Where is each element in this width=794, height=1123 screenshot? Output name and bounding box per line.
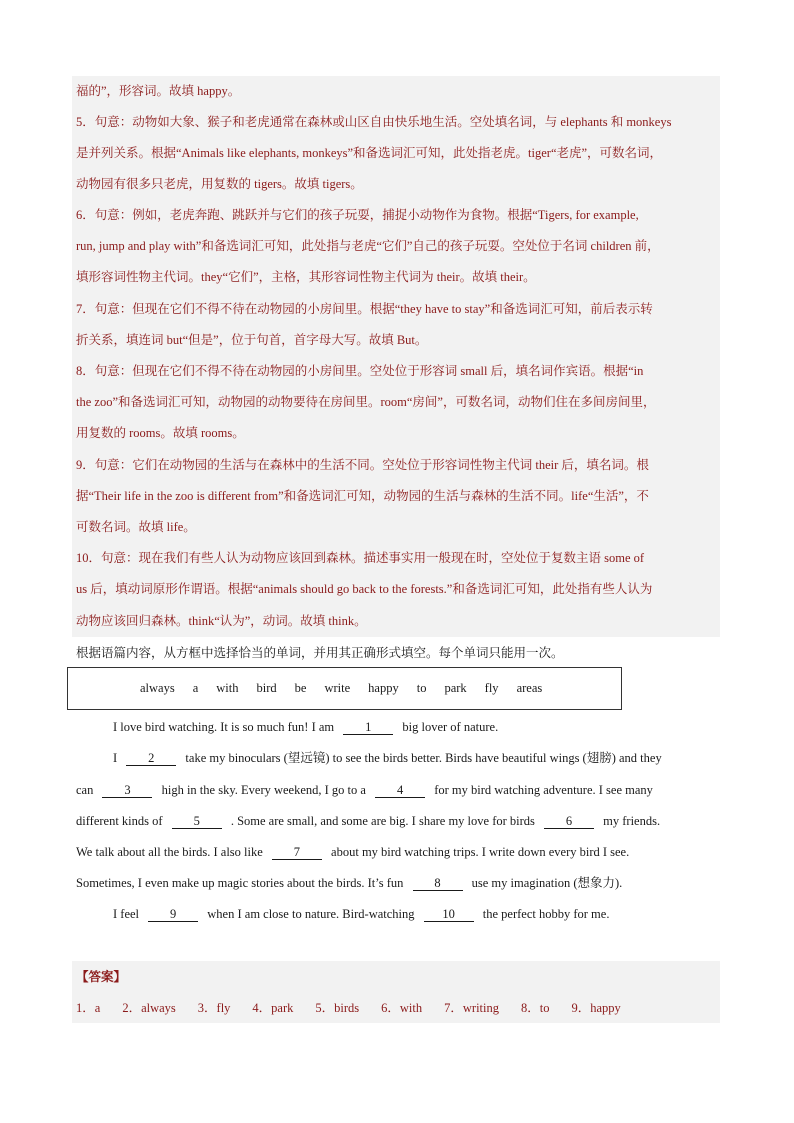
explanation-line: 6．句意：例如，老虎奔跑、跳跃并与它们的孩子玩耍，捕捉小动物作为食物。根据“Tigers, for example, [76, 208, 639, 222]
passage-text: my friends. [603, 814, 661, 828]
explanation-line: 福的”，形容词。故填 happy。 [76, 84, 241, 98]
word-bank-item: write [324, 681, 351, 695]
explanation-line: us 后，填动词原形作谓语。根据“animals should go back to the forests.”和备选词汇可知，此处指有些人认为 [76, 582, 653, 596]
word-bank-item: always [140, 681, 175, 695]
passage-text: high in the sky. Every weekend, I go to a [161, 783, 366, 797]
blank-3[interactable]: 3 [102, 783, 152, 798]
explanation-line: 8．句意：但现在它们不得不待在动物园的小房间里。空处位于形容词 small 后，填名词作宾语。根据“in [76, 364, 644, 378]
word-bank-item: with [216, 681, 239, 695]
blank-9[interactable]: 9 [148, 907, 198, 922]
word-bank-item: park [444, 681, 467, 695]
blank-4[interactable]: 4 [375, 783, 425, 798]
explanation-line: 是并列关系。根据“Animals like elephants, monkeys”和备选词汇可知，此处指老虎。tiger“老虎”，可数名词， [76, 146, 663, 160]
explanation-line: 用复数的 rooms。故填 rooms。 [76, 426, 245, 440]
passage-line [76, 781, 728, 799]
explanation-line: 折关系，填连词 but“但是”，位于句首，首字母大写。故填 But。 [76, 333, 428, 347]
word-bank-box [67, 667, 622, 710]
blank-5[interactable]: 5 [172, 814, 222, 829]
passage-text: use my imagination (想象力). [471, 876, 623, 890]
blank-10[interactable]: 10 [424, 907, 474, 922]
passage-text: take my binoculars (望远镜) to see the birds better. Birds have beautiful wings (翅膀) and they [185, 751, 662, 765]
blank-1[interactable]: 1 [343, 720, 393, 735]
explanation-line: 9．句意：它们在动物园的生活与在森林中的生活不同。空处位于形容词性物主代词 their 后，填名词。根 [76, 458, 649, 472]
passage-text: about my bird watching trips. I write down every bird I see. [331, 845, 630, 859]
passage-text: I [113, 751, 118, 765]
instruction: 根据语篇内容，从方框中选择恰当的单词，并用其正确形式填空。每个单词只能用一次。 [76, 646, 564, 660]
explanation-line: 动物园有很多只老虎，用复数的 tigers。故填 tigers。 [76, 177, 363, 191]
passage-text: for my bird watching adventure. I see many [434, 783, 653, 797]
answer-heading: 【答案】 [76, 970, 127, 984]
passage-line [76, 843, 728, 861]
blank-8[interactable]: 8 [413, 876, 463, 891]
passage-line [76, 874, 728, 892]
passage-line [113, 749, 728, 767]
explanation-line: run, jump and play with”和备选词汇可知，此处指与老虎“它们”自己的孩子玩耍。空处位于名词 children 前， [76, 239, 660, 253]
word-bank-item: happy [368, 681, 399, 695]
explanation-line: 动物应该回归森林。think“认为”，动词。故填 think。 [76, 614, 367, 628]
passage-text: I feel [113, 907, 140, 921]
explanation-line: 可数名词。故填 life。 [76, 520, 196, 534]
explanation-line: 5．句意：动物如大象、猴子和老虎通常在森林或山区自由快乐地生活。空处填名词，与 elephants 和 monkeys [76, 115, 672, 129]
answer-row [76, 999, 728, 1017]
answer-item: 3．fly [197, 1001, 231, 1015]
word-bank-item: bird [256, 681, 277, 695]
word-bank-item: a [192, 681, 199, 695]
blank-7[interactable]: 7 [272, 845, 322, 860]
passage-text: different kinds of [76, 814, 163, 828]
passage-line [113, 718, 728, 736]
blank-2[interactable]: 2 [126, 751, 176, 766]
explanation-line: 填形容词性物主代词。they“它们”，主格，其形容词性物主代词为 their。故填 their。 [76, 270, 536, 284]
answer-item: 5．birds [315, 1001, 360, 1015]
passage-text: can [76, 783, 94, 797]
answer-item: 8．to [521, 1001, 550, 1015]
explanation-line: 7．句意：但现在它们不得不待在动物园的小房间里。根据“they have to stay”和备选词汇可知，前后表示转 [76, 302, 653, 316]
passage-line [76, 812, 728, 830]
answer-item: 1．a [76, 1001, 101, 1015]
word-bank-item: be [294, 681, 307, 695]
word-bank-item: to [416, 681, 427, 695]
passage-text: Sometimes, I even make up magic stories about the birds. It’s fun [76, 876, 404, 890]
answer-item: 2．always [122, 1001, 176, 1015]
passage-text: big lover of nature. [402, 720, 499, 734]
passage-text: the perfect hobby for me. [482, 907, 610, 921]
passage-text: . Some are small, and some are big. I share my love for birds [230, 814, 535, 828]
passage-text: We talk about all the birds. I also like [76, 845, 263, 859]
answer-item: 7．writing [444, 1001, 499, 1015]
word-bank-item: areas [516, 681, 543, 695]
blank-6[interactable]: 6 [544, 814, 594, 829]
explanation-line: 据“Their life in the zoo is different from”和备选词汇可知，动物园的生活与森林的生活不同。life“生活”，不 [76, 489, 649, 503]
explanation-line: 10．句意：现在我们有些人认为动物应该回到森林。描述事实用一般现在时，空处位于复数主语 some of [76, 551, 645, 565]
answer-item: 9．happy [571, 1001, 621, 1015]
word-bank-item: fly [484, 681, 499, 695]
answer-item: 4．park [252, 1001, 294, 1015]
passage-text: I love bird watching. It is so much fun! I am [113, 720, 335, 734]
answer-item: 6．with [381, 1001, 423, 1015]
explanation-line: the zoo”和备选词汇可知，动物园的动物要待在房间里。room“房间”，可数名词，动物们住在多间房间里， [76, 395, 656, 409]
passage-text: when I am close to nature. Bird-watching [207, 907, 415, 921]
passage-line [113, 905, 728, 923]
